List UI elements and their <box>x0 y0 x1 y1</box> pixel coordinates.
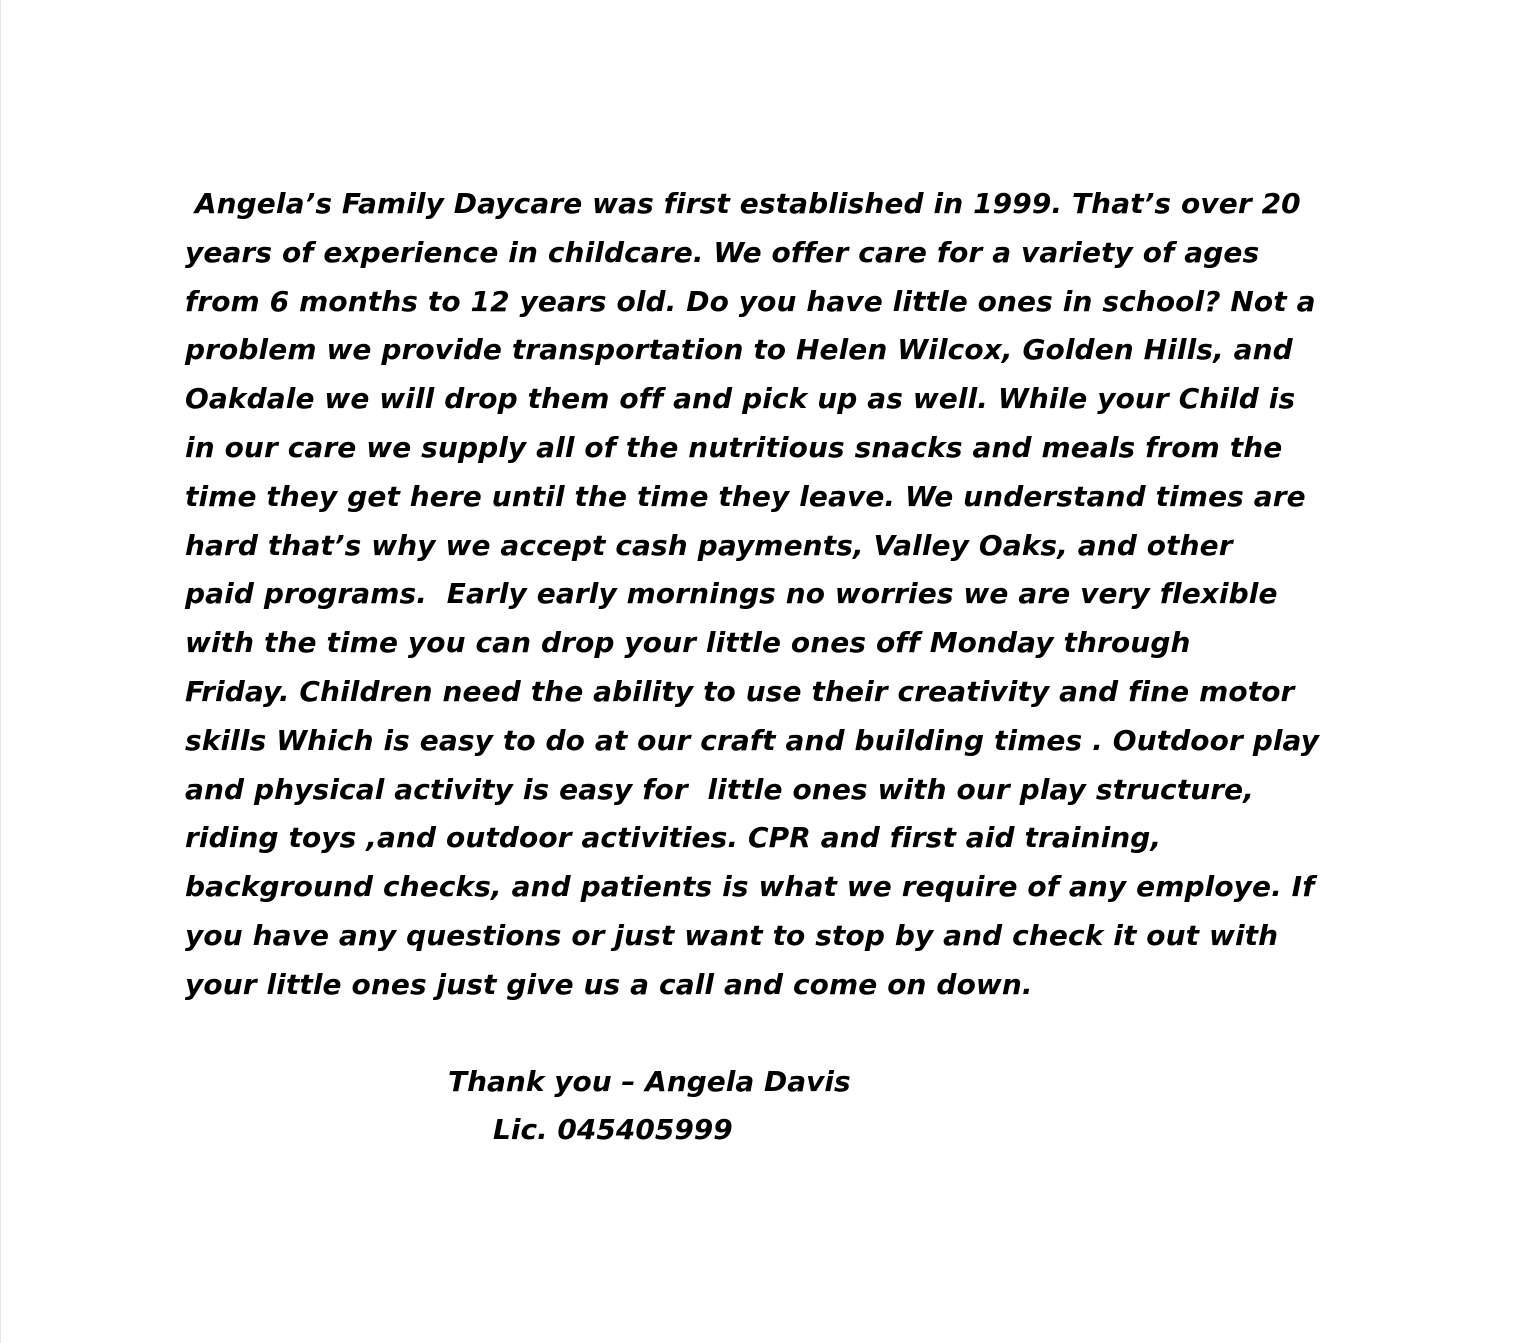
paragraph-line: years of experience in childcare. We offer care for a variety of ages <box>185 235 1260 269</box>
paragraph-line: hard that’s why we accept cash payments, Valley Oaks, and other <box>185 528 1233 562</box>
signoff-line: Thank you – Angela Davis <box>448 1065 851 1098</box>
license-number: Lic. 045405999 <box>493 1113 733 1146</box>
paragraph-line: time they get here until the time they leave. We understand times are <box>185 479 1306 513</box>
paragraph-line: with the time you can drop your little ones off Monday through <box>185 626 1191 660</box>
paragraph-line: problem we provide transportation to Helen Wilcox, Golden Hills, and <box>185 333 1293 367</box>
paragraph-line: paid programs. Early early mornings no worries we are very flexible <box>185 577 1278 611</box>
paragraph-line: Oakdale we will drop them off and pick up as well. While your Child is <box>185 382 1296 416</box>
paragraph-line: Friday. Children need the ability to use their creativity and fine motor <box>185 674 1295 708</box>
body-paragraph <box>185 180 1365 1010</box>
paragraph-line: you have any questions or just want to stop by and check it out with <box>185 918 1279 952</box>
paragraph-line: from 6 months to 12 years old. Do you have little ones in school? Not a <box>185 284 1316 318</box>
paragraph-line: in our care we supply all of the nutritious snacks and meals from the <box>185 430 1283 464</box>
paragraph-line: background checks, and patients is what we require of any employe. If <box>185 870 1315 904</box>
paragraph-line: riding toys ,and outdoor activities. CPR and first aid training, <box>185 821 1162 855</box>
paragraph-line: Angela’s Family Daycare was first established in 1999. That’s over 20 <box>185 187 1301 220</box>
paragraph-line: your little ones just give us a call and come on down. <box>185 967 1033 1001</box>
paragraph-line: skills Which is easy to do at our craft and building times . Outdoor play <box>185 723 1320 757</box>
paragraph-line: and physical activity is easy for little ones with our play structure, <box>185 772 1254 806</box>
